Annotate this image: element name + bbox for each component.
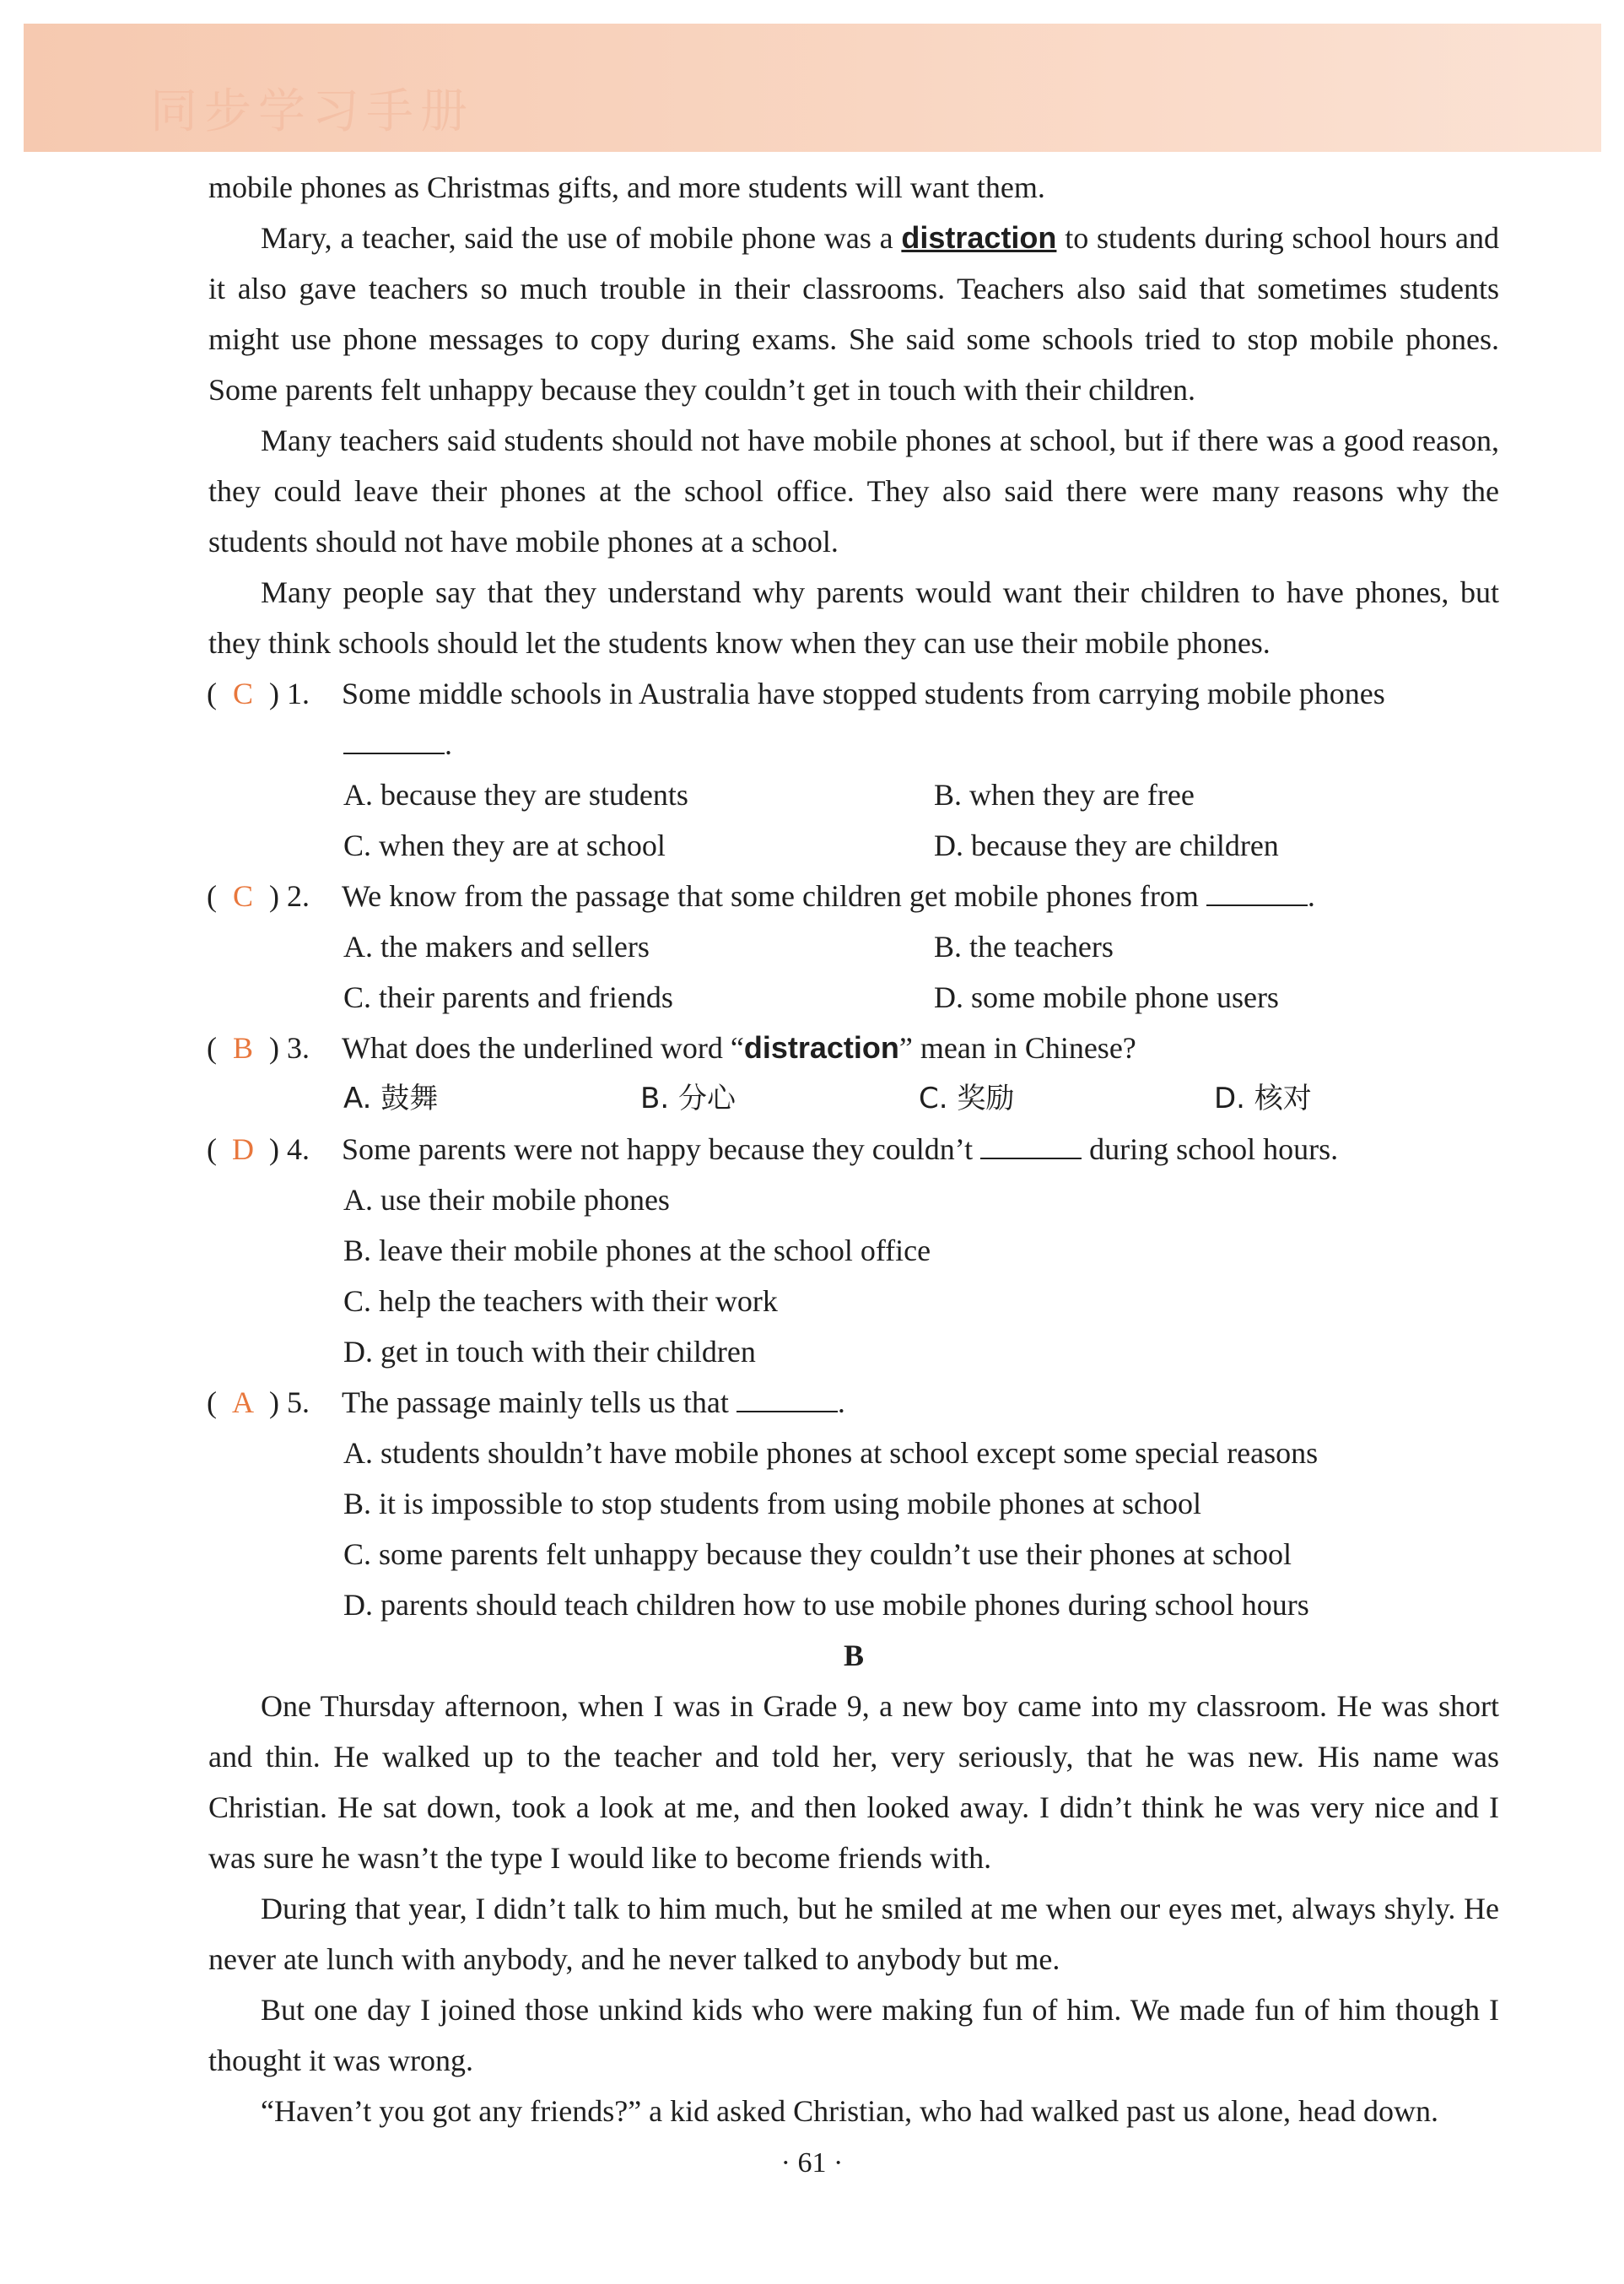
question-stem: We know from the passage that some children get mobile phones from: [342, 879, 1199, 913]
option-c: C. some parents felt unhappy because they couldn’t use their phones at school: [343, 1537, 1292, 1571]
paragraph: Mary, a teacher, said the use of mobile phone was a distraction to students during school hours and it also gave teachers so much trouble in their classrooms. Teachers also said that sometimes students might use phone messages to copy during exams. She said some schools tried to stop mobile phones. Some parents felt unhappy because they couldn’t get in touch with their children.: [208, 220, 1499, 407]
option-d: D. 核对: [1214, 1082, 1312, 1115]
paragraph: Many teachers said students should not have mobile phones at school, but if there was a good reason, they could leave their phones at the school office. They also said there were many reasons why the students should not have mobile phones at a school.: [208, 424, 1499, 559]
question-3: ( B ) 3. What does the underlined word “distraction” mean in Chinese?: [208, 1023, 1499, 1073]
answer-blank: [343, 724, 445, 754]
answer-blank: [1206, 876, 1308, 906]
answer-blank: [736, 1382, 838, 1412]
option-c: C. 奖励: [919, 1082, 1015, 1115]
page-content: mobile phones as Christmas gifts, and more students will want them. Mary, a teacher, said the use of mobile phone was a distraction to students during school hours and it also gave teachers so much trouble in their classrooms. Teachers also said that sometimes students might use phone messages to copy during exams. She said some schools tried to stop mobile phones. Some parents felt unhappy because they couldn’t get in touch with their children. Many teachers said students should not have mobile phones at school, but if there was a good reason, they could leave their phones at the school office. They also said there were many reasons why the students should not have mobile phones at a school. Many people say that they understand why parents would want their children to have phones, but they think schools should let the students know when they can use their mobile phones. ( C ) 1. Some middle schools in Australia have stopped students from carrying mobile phones . A. because they are students B. when they are free C. when they are at school D. because they are children ( C ) 2. We know from the passage that some children get mobile phones from . A. the makers and sellers B. the teachers C. their parents and friends D. some mobile phone users ( B ) 3. What does the underlined word “distraction” mean in Chinese? A. 鼓舞 B. 分心 C. 奖励 D. 核对 ( D ) 4. Some parents were not happy because they couldn’t during school hours. A. use their mobile phones B. leave their mobile phones at the school office C. help the teachers with their work D. get in touch with their children ( A ) 5. The passage mainly tells us that . A. students shouldn’t have mobile phones at school except some special reasons B. it is impossible to stop students from using mobile phones at school C. some parents felt unhappy because they couldn’t use their phones at school D. parents should teach children how to use mobile phones during school hours B One Thursday afternoon, when I was in Grade 9, a new boy came into my classroom. He was short and thin. He walked up to the teacher and told her, very seriously, that he was new. His name was Christian. He sat down, took a look at me, and then looked away. I didn’t think he was very nice and I was sure he wasn’t the type I would like to become friends with. During that year, I didn’t talk to him much, but he smiled at me when our eyes met, always shyly. He never ate lunch with anybody, and he never talked to anybody but me. But one day I joined those unkind kids who were making fun of him. We made fun of him though I thought it was wrong. “Haven’t you got any friends?” a kid asked Christian, who had walked past us alone, head down.: [208, 162, 1499, 2136]
paragraph: During that year, I didn’t talk to him much, but he smiled at me when our eyes met, always shyly. He never ate lunch with anybody, and he never talked to anybody but me.: [208, 1892, 1499, 1976]
paragraph: Many people say that they understand why parents would want their children to have phones, but they think schools should let the students know when they can use their mobile phones.: [208, 575, 1499, 660]
option-a: A. because they are students: [343, 778, 688, 812]
question-5: ( A ) 5. The passage mainly tells us that .: [208, 1377, 1499, 1428]
paragraph: But one day I joined those unkind kids who were making fun of him. We made fun of him though I thought it was wrong.: [208, 1993, 1499, 2077]
paragraph: One Thursday afternoon, when I was in Grade 9, a new boy came into my classroom. He was short and thin. He walked up to the teacher and told her, very seriously, that he was new. His name was Christian. He sat down, took a look at me, and then looked away. I didn’t think he was very nice and I was sure he wasn’t the type I would like to become friends with.: [208, 1689, 1499, 1875]
answer: C: [232, 879, 253, 913]
option-a: A. the makers and sellers: [343, 930, 650, 964]
option-c: C. when they are at school: [343, 829, 666, 862]
option-a: A. 鼓舞: [343, 1082, 439, 1115]
option-c: C. their parents and friends: [343, 980, 673, 1014]
question-2: ( C ) 2. We know from the passage that some children get mobile phones from .: [208, 871, 1499, 921]
question-4: ( D ) 4. Some parents were not happy because they couldn’t during school hours.: [208, 1124, 1499, 1174]
option-b: B. when they are free: [934, 778, 1195, 812]
answer: D: [232, 1132, 254, 1166]
paragraph: “Haven’t you got any friends?” a kid asked Christian, who had walked past us alone, head down.: [261, 2094, 1438, 2128]
option-a: A. use their mobile phones: [343, 1183, 670, 1217]
question-1: ( C ) 1. Some middle schools in Australia have stopped students from carrying mobile phones: [208, 668, 1499, 719]
answer: B: [232, 1031, 253, 1065]
answer: C: [232, 677, 253, 710]
underlined-word: distraction: [901, 220, 1057, 255]
option-d: D. parents should teach children how to use mobile phones during school hours: [343, 1588, 1309, 1622]
options: [208, 769, 1499, 871]
option-a: A. students shouldn’t have mobile phones at school except some special reasons: [343, 1436, 1319, 1470]
option-d: D. get in touch with their children: [343, 1335, 756, 1369]
question-stem: The passage mainly tells us that: [342, 1385, 729, 1419]
option-b: B. 分心: [640, 1082, 736, 1115]
header-band: [24, 24, 1601, 152]
option-b: B. the teachers: [934, 930, 1114, 964]
option-d: D. some mobile phone users: [934, 980, 1279, 1014]
header-watermark: 同步学习手册: [150, 84, 474, 139]
options: [208, 921, 1499, 1023]
option-c: C. help the teachers with their work: [343, 1284, 778, 1318]
paragraph: mobile phones as Christmas gifts, and more students will want them.: [208, 170, 1045, 204]
option-d: D. because they are children: [934, 829, 1279, 862]
question-stem: Some parents were not happy because they couldn’t during school hours.: [342, 1124, 1499, 1174]
question-stem: What does the underlined word “distraction” mean in Chinese?: [342, 1030, 1136, 1065]
question-stem: Some middle schools in Australia have stopped students from carrying mobile phones: [342, 677, 1385, 710]
answer-blank: [980, 1129, 1082, 1159]
page-number: · 61 ·: [780, 2147, 844, 2179]
option-b: B. leave their mobile phones at the school office: [343, 1234, 931, 1267]
section-title: B: [843, 1639, 864, 1672]
answer: A: [232, 1385, 254, 1419]
option-b: B. it is impossible to stop students from using mobile phones at school: [343, 1487, 1201, 1520]
options: [208, 1073, 1499, 1124]
